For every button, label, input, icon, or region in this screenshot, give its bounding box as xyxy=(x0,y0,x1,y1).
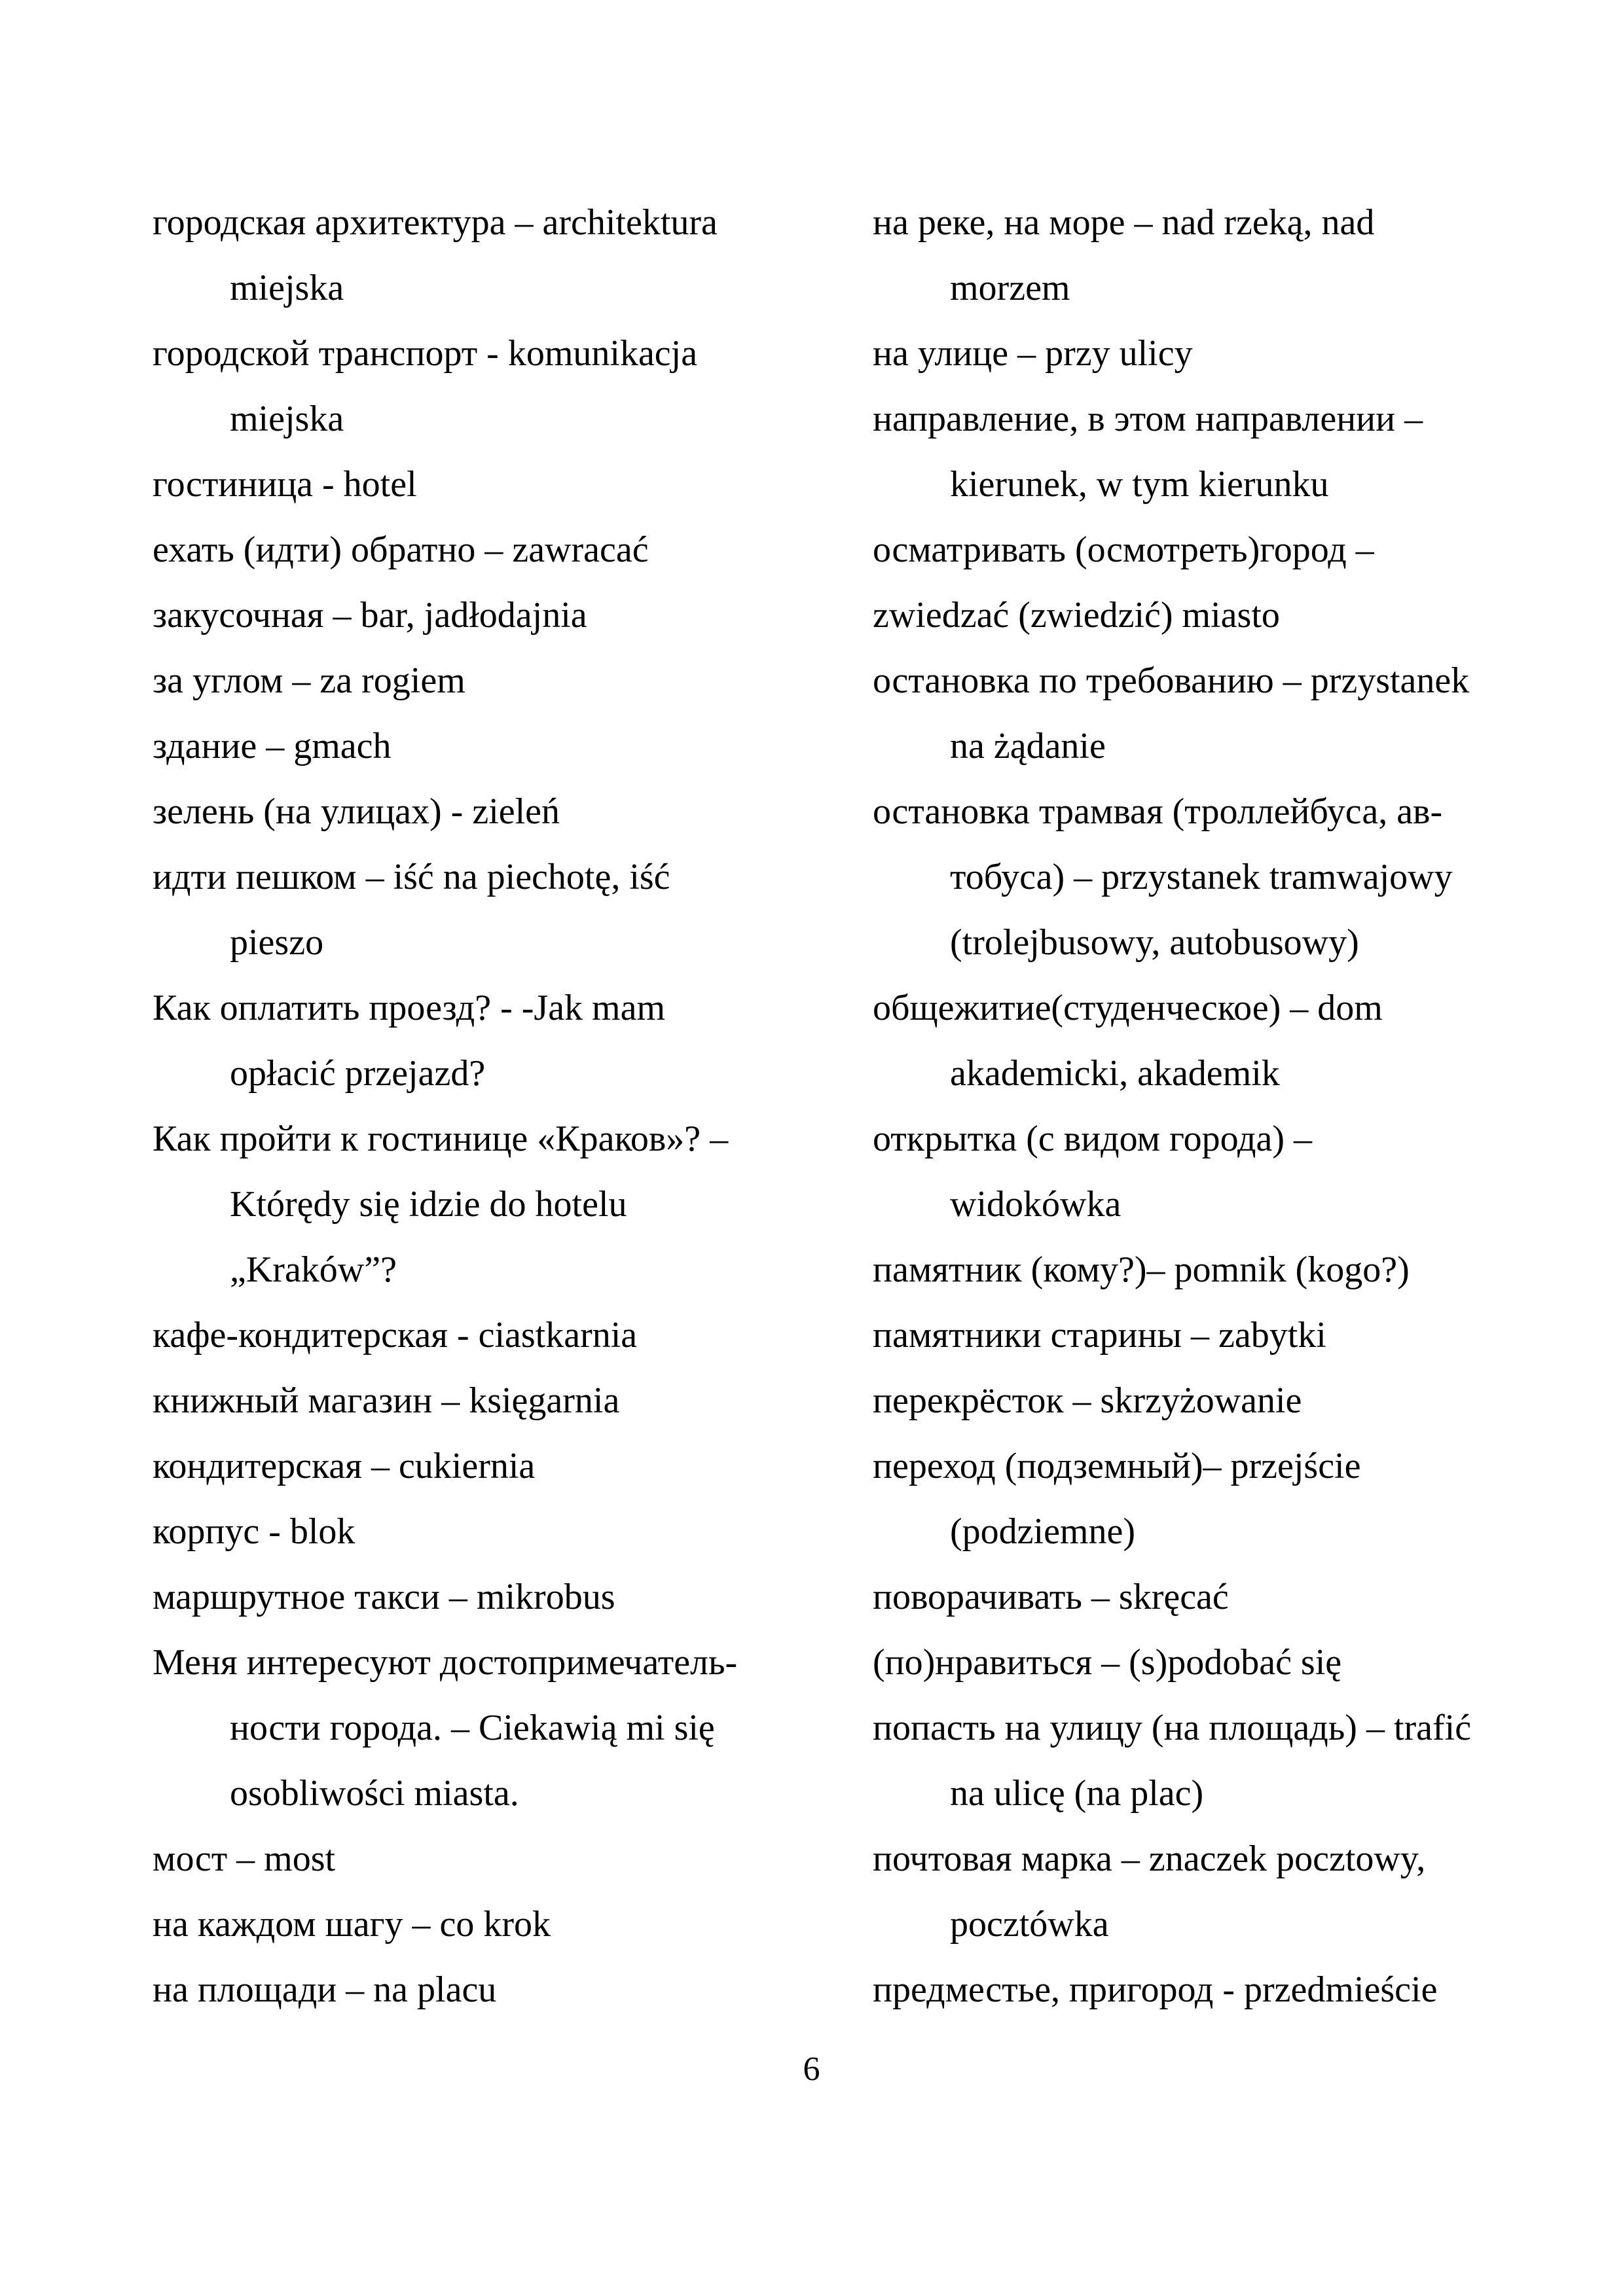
vocab-line: маршрутное такси – mikrobus xyxy=(153,1577,615,1617)
vocab-line: перекрёсток – skrzyżowanie xyxy=(873,1380,1302,1421)
vocab-line: предместье, пригород - przedmieście xyxy=(873,1969,1438,2010)
vocab-line: Którędy się idzie do hotelu xyxy=(230,1184,627,1225)
vocab-line: miejska xyxy=(230,268,344,308)
vocab-line: попасть на улицу (на площадь) – trafić xyxy=(873,1708,1472,1748)
vocab-line: мост – most xyxy=(153,1839,336,1879)
vocab-line: идти пешком – iść na piechotę, iść xyxy=(153,857,670,897)
vocab-line: поворачивать – skręcać xyxy=(873,1577,1229,1617)
vocab-line: зелень (на улицах) - zieleń xyxy=(153,791,560,832)
vocab-line: на каждом шагу – co krok xyxy=(153,1904,551,1945)
vocab-line: (по)нравиться – (s)podobać się xyxy=(873,1642,1342,1683)
vocab-line: памятники старины – zabytki xyxy=(873,1315,1326,1355)
vocab-line: pieszo xyxy=(230,922,324,963)
vocab-line: „Kraków”? xyxy=(230,1249,397,1290)
vocab-line: miejska xyxy=(230,399,344,439)
vocab-line: тобуса) – przystanek tramwajowy xyxy=(950,857,1453,897)
vocab-line: na żądanie xyxy=(950,726,1106,766)
vocab-line: общежитие(студенческое) – dom xyxy=(873,988,1383,1028)
vocab-line: закусочная – bar, jadłodajnia xyxy=(153,595,587,636)
vocab-line: Как оплатить проезд? - -Jak mam xyxy=(153,988,666,1028)
vocab-line: widokówka xyxy=(950,1184,1122,1225)
vocab-line: na ulicę (na plac) xyxy=(950,1773,1204,1814)
vocab-line: (trolejbusowy, autobusowy) xyxy=(950,922,1359,963)
vocab-line: переход (подземный)– przejście xyxy=(873,1446,1361,1486)
right-column xyxy=(873,190,1527,2022)
vocab-line: городской транспорт - komunikacja xyxy=(153,333,698,374)
vocab-line: ехать (идти) обратно – zawracać xyxy=(153,529,649,570)
vocab-line: zwiedzać (zwiedzić) miasto xyxy=(873,595,1280,636)
vocab-line: pocztówka xyxy=(950,1904,1109,1945)
vocab-line: корпус - blok xyxy=(153,1511,356,1552)
vocab-line: Как пройти к гостинице «Краков»? – xyxy=(153,1119,729,1159)
vocab-line: за углом – za rogiem xyxy=(153,660,465,701)
vocab-line: остановка по требованию – przystanek xyxy=(873,660,1470,701)
vocab-line: осматривать (осмотреть)город – xyxy=(873,529,1374,570)
vocab-line: ности города. – Ciekawią mi się xyxy=(230,1708,715,1748)
vocab-line: opłacić przejazd? xyxy=(230,1053,486,1094)
vocab-line: направление, в этом направлении – xyxy=(873,399,1423,439)
vocab-line: akademicki, akademik xyxy=(950,1053,1280,1094)
vocab-line: osobliwości miasta. xyxy=(230,1773,519,1814)
vocab-line: на улице – przy ulicy xyxy=(873,333,1193,374)
vocab-line: на площади – na placu xyxy=(153,1969,497,2010)
vocab-line: городская архитектура – architektura xyxy=(153,202,718,243)
vocab-line: памятник (кому?)– pomnik (kogo?) xyxy=(873,1249,1410,1290)
vocab-line: книжный магазин – księgarnia xyxy=(153,1380,620,1421)
page-number: 6 xyxy=(803,2051,820,2088)
vocab-line: на реке, на море – nad rzeką, nad xyxy=(873,202,1375,243)
vocab-line: (podziemne) xyxy=(950,1511,1135,1552)
vocab-line: открытка (с видом города) – xyxy=(873,1119,1312,1159)
vocab-line: Меня интересуют достопримечатель- xyxy=(153,1642,738,1683)
vocab-line: здание – gmach xyxy=(153,726,392,766)
left-column xyxy=(153,190,833,2022)
vocab-line: kierunek, w tym kierunku xyxy=(950,464,1329,505)
vocab-line: кондитерская – cukiernia xyxy=(153,1446,536,1486)
vocab-line: остановка трамвая (троллейбуса, ав- xyxy=(873,791,1443,832)
vocab-line: кафе-кондитерская - ciastkarnia xyxy=(153,1315,638,1355)
vocab-line: гостиница - hotel xyxy=(153,464,417,505)
vocab-line: morzem xyxy=(950,268,1070,308)
vocab-line: почтовая марка – znaczek pocztowy, xyxy=(873,1839,1426,1879)
